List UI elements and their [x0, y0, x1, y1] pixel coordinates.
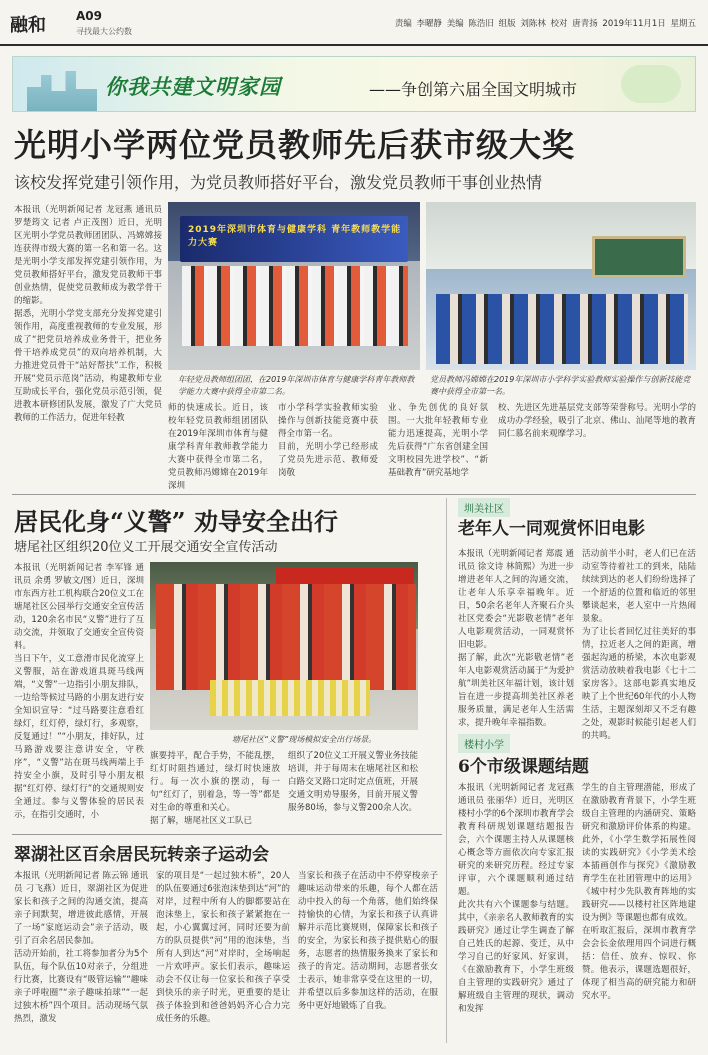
article2-caption: 塘尾社区“义警”现场模拟安全出行场景。: [232, 735, 377, 744]
article3-tag: 圳美社区: [458, 498, 510, 517]
contest-banner-text: 2019年深圳市体育与健康学科 青年教师教学能力大赛: [188, 225, 402, 248]
column-divider: [446, 498, 447, 1043]
divider: [12, 834, 442, 835]
banner-subslogan: ——争创第六届全国文明城市: [369, 80, 578, 99]
article2-col3: 组织了20位义工开展义警业务技能培训，并于每周末在塘尾社区和松白路交叉路口定时定点值班，开展交通文明劝导服务，目前开展义警服务80场，参与义警200余人次。: [288, 751, 418, 813]
article2-col2: 旗要持平，配合手势，不能乱摆，红灯时阻挡通过，绿灯时快速放行。每一次小旗的摆动，每一句“红灯了，别着急，等一等”都是对生命的尊重和关心。 据了解，塘尾社区义工队已: [150, 751, 280, 826]
article2-col1: 本报讯（光明新闻记者 李军锋 通讯员 余勇 罗敏文/图）近日，深圳市东西方社工机构联合20位义工在塘尾社区公园举行交通安全宣传活动，120余名市民“义警”进行了互动交流，并领取了交通安全宣传资料。 当日下午，义工意滑市民化流穿上义警服，站在游戏道具斑马线两端，“义警”一边指引小朋友排队，一边给等候过马路的小朋友进行安全知识宣导：“过马路要注意看红绿灯，红灯停，绿灯行，多观察，反复通过！”“小朋友，排好队，过马路游戏要注意讲安全，守秩序”，“义警”站在斑马线两端上手持安全小旗，及时引导小朋友根据“红灯停、绿灯行”的交通规则安全通过。参与义警体验的居民表示，在指引交通时，小: [14, 563, 144, 820]
teacher-group: [182, 266, 408, 346]
article1-caption2: 党员教师冯嫦嫦在2019年深圳市小学科学实验教师实验操作与创新技能竞赛中获得全市第一名。: [430, 375, 691, 396]
city-skyline-icon: [27, 71, 97, 111]
page-number: A09: [76, 9, 102, 23]
article1-col1: 本报讯（光明新闻记者 龙冠燕 通讯员 罗楚筠文 记者 卢正茂图）近日，光明区光明小学党员教师团团队、冯嫦嫦接连获得市级大赛的第一名和第一名。这是光明小学支部发挥党建引领作用，为党员教师搭好平台，激发党员教师干事创业热情，促使党员教师成为教学骨干的缩影。 据悉，光明小学党支部充分发挥党建引领作用，高度重视教师的专业发展，形成了“把党员培养成业务骨干，把业务骨干培养成党员”的双向培养机制，大力推进党员骨干“站好帮扶”工作，积极开展“党员示范岗”活动，构建教师专业互助成长平台，强化党员示范引领，促进教本研修团队发展，激发了广大党员教师的工作活力，促进年轻教: [14, 205, 162, 423]
article1-subtitle: 该校发挥党建引领作用，为党员教师搭好平台，激发党员教师干事创业热情: [14, 173, 543, 192]
article1-photo-teachers: [168, 202, 420, 370]
article1-caption1: 年轻党员教师组团团，在2019年深圳市体育与健康学科青年教师教学能力大赛中获得全市第二名。: [178, 375, 415, 396]
article5-col1: 本报讯（光明新闻记者 陈云锦 通讯员 刁飞燕）近日，翠湖社区为促进家长和孩子之间的沟通交流，提高亲子间默契，增进彼此感情，开展了一场“家庭运动会”亲子活动，吸引了百余名居民参加。 活动开始前，社工将参加者分为5个队伍，每个队伍10对亲子，分组进行比赛，比赛设有“吸管运输”“趣味亲子呼啦圈”“亲子趣味拍球”“一起过独木桥”四个项目。活动现场气氛热烈，激发: [14, 871, 148, 1024]
article1-col5: 校、先进区先进基层党支部等荣誉称号。光明小学的成功办学经验，吸引了北京、佛山、汕尾等地的教育同仁慕名前来观摩学习。: [498, 403, 696, 439]
article5-headline: 翠湖社区百余居民玩转亲子运动会: [14, 845, 269, 865]
editor-meta: 责编 李曜静 美编 陈浩旧 组版 刘陈林 校对 唐青扬 2019年11月1日 星期五: [394, 19, 696, 29]
article5-col3: 当家长和孩子在活动中不停穿梭亲子趣味运动带来的乐趣，每个人都在活动中投入的每一个角落，他们始终保持愉快的心情，为家长和孩子认真讲解并示范比赛规则，保障家长和孩子的安全，为家长和孩子提供贴心的服务，志愿者的热情服务换来了家长和孩子的肯定。活动期间，志愿者张女士表示，她非常享受在这里的一切，并希望以后多参加这样的活动，在服务中更好地锻炼了自我。: [298, 871, 438, 1011]
banner-slogan: 你我共建文明家园: [105, 75, 281, 99]
article3-col2: 活动前半小时，老人们已在活动室等待着社工的到来，陆陆续续到达的老人们纷纷选择了一个舒适的位置和临近的邻里攀谈起来，老人室中一片热闹景象。 为了让长者回忆过往美好的事情，拉近老人之间的距离，增强起沟通的桥梁，本次电影观赏活动放映着我电影《七十二家房客》。这部电影真实地反映了上个世纪60年代的小人物生活，主题深刻却又不乏有趣之处，观影时候能引起老人们的共鸣。: [582, 549, 696, 741]
section-name: 融和: [10, 15, 46, 36]
cloud-icon: [621, 65, 681, 103]
article4-tag: 楼村小学: [458, 734, 510, 753]
article2-headline: 居民化身“义警” 劝导安全出行: [14, 507, 338, 536]
article5-col2: 家的项目是“一起过独木桥”，20人的队伍要通过6张泡沫垫到达“河”的对岸，过程中所有人的脚都要站在泡沫垫上，家长和孩子紧紧抱在一起，小心翼翼过河，同时还要为前方的队员提供“河”用的泡沫垫，当所有人到达“河”对岸时，全场响起一片欢呼声。家长们表示，趣味运动会不仅让每一位家长和孩子享受到快乐的亲子时光，更重要的是让孩子体验到和爸爸妈妈齐心合力完成任务的乐趣。: [156, 871, 290, 1024]
article1-col3: 市小学科学实验教师实验操作与创新技能竞赛中获得全市第一名。 目前，光明小学已经形成了党员先进示范、教师爱岗敬: [278, 403, 378, 478]
article3-col1: 本报讯（光明新闻记者 郑震 通讯员 徐文诗 林简熙）为进一步增进老年人之间的沟通交流，让老年人乐享幸福晚年。近日，50余名老年人齐聚石介头社区党委会“光影敬老情”老年人电影观赏活动，一同观赏怀旧电影。 据了解，此次“光影敬老情”老年人电影观赏活动属于“为爱护航”圳美社区年福计划，该计划旨在进一步提高圳美社区养老服务质量，满足老年人生活需求，提升晚年幸福指数。: [458, 549, 574, 728]
article4-col1: 本报讯（光明新闻记者 龙冠燕 通讯员 张丽华）近日，光明区楼村小学的6个深圳市教育学会教育科研规划课题结题报告会，六个课题主持人从课题核心概念等方面依次向专家汇报研究的来研究历程。经过专家评审，六个课题顺利通过结题。 此次共有六个课题参与结题。其中，《亲亲名人教师教育的实践研究》通过让学生调查了解自己姓氏的起源、变迁，从中学习自己的好家风、好家训，《在激励教育下，小学生班级自主管理的实践研究》通过了解班级自主管理的现状，调动和发挥: [458, 783, 574, 1014]
crosswalk-mat: [210, 680, 370, 716]
article1-col4: 业、争先创优的良好氛围。一大批年轻教师专业能力迅速提高，光明小学先后获得“广东省创建全国文明校园先进学校”、“新基础教育”研究基地学: [388, 403, 488, 478]
students: [436, 294, 688, 364]
divider: [12, 494, 696, 495]
article1-headline: 光明小学两位党员教师先后获市级大奖: [14, 126, 576, 164]
article3-headline: 老年人一同观赏怀旧电影: [458, 519, 645, 539]
page-header: [0, 0, 708, 46]
article2-subtitle: 塘尾社区组织20位义工开展交通安全宣传活动: [14, 540, 278, 555]
section-slogan: 寻找最大公约数: [76, 27, 132, 36]
article4-headline: 6个市级课题结题: [458, 757, 589, 777]
blackboard: [592, 236, 686, 278]
article1-photo-classroom: [426, 202, 696, 370]
article1-col2: 师的快速成长。近日，该校年轻党员教师组团团队在2019年深圳市体育与健康学科青年教师教学能力大赛中获得全市第二名，党员教师冯嫦嫦在2019年深圳: [168, 403, 268, 491]
article2-photo-volunteers: [150, 562, 418, 730]
article4-col2: 学生的自主管理潜能，形成了在激励教育背景下，小学生班级自主管理的内涵研究、策略研究和激励评价体系的构建。此外，《小学生数学拓展性阅读的实践研究》《小学美术绘本插画创作与探究》《激励教育学生在社团管理中的运用》《城中村少先队教育阵地的实践研究——以楼村社区阵地建设为例》等课题也都有成效。 在听取汇报后，深圳市教育学会会长金依理用四个词进行概括：信任、放弃、惊叹、你赞。他表示，课题选题很好，体现了相当高的研究能力和研究水平。: [582, 783, 696, 1001]
volunteers: [156, 584, 416, 690]
campaign-banner: [12, 56, 696, 112]
